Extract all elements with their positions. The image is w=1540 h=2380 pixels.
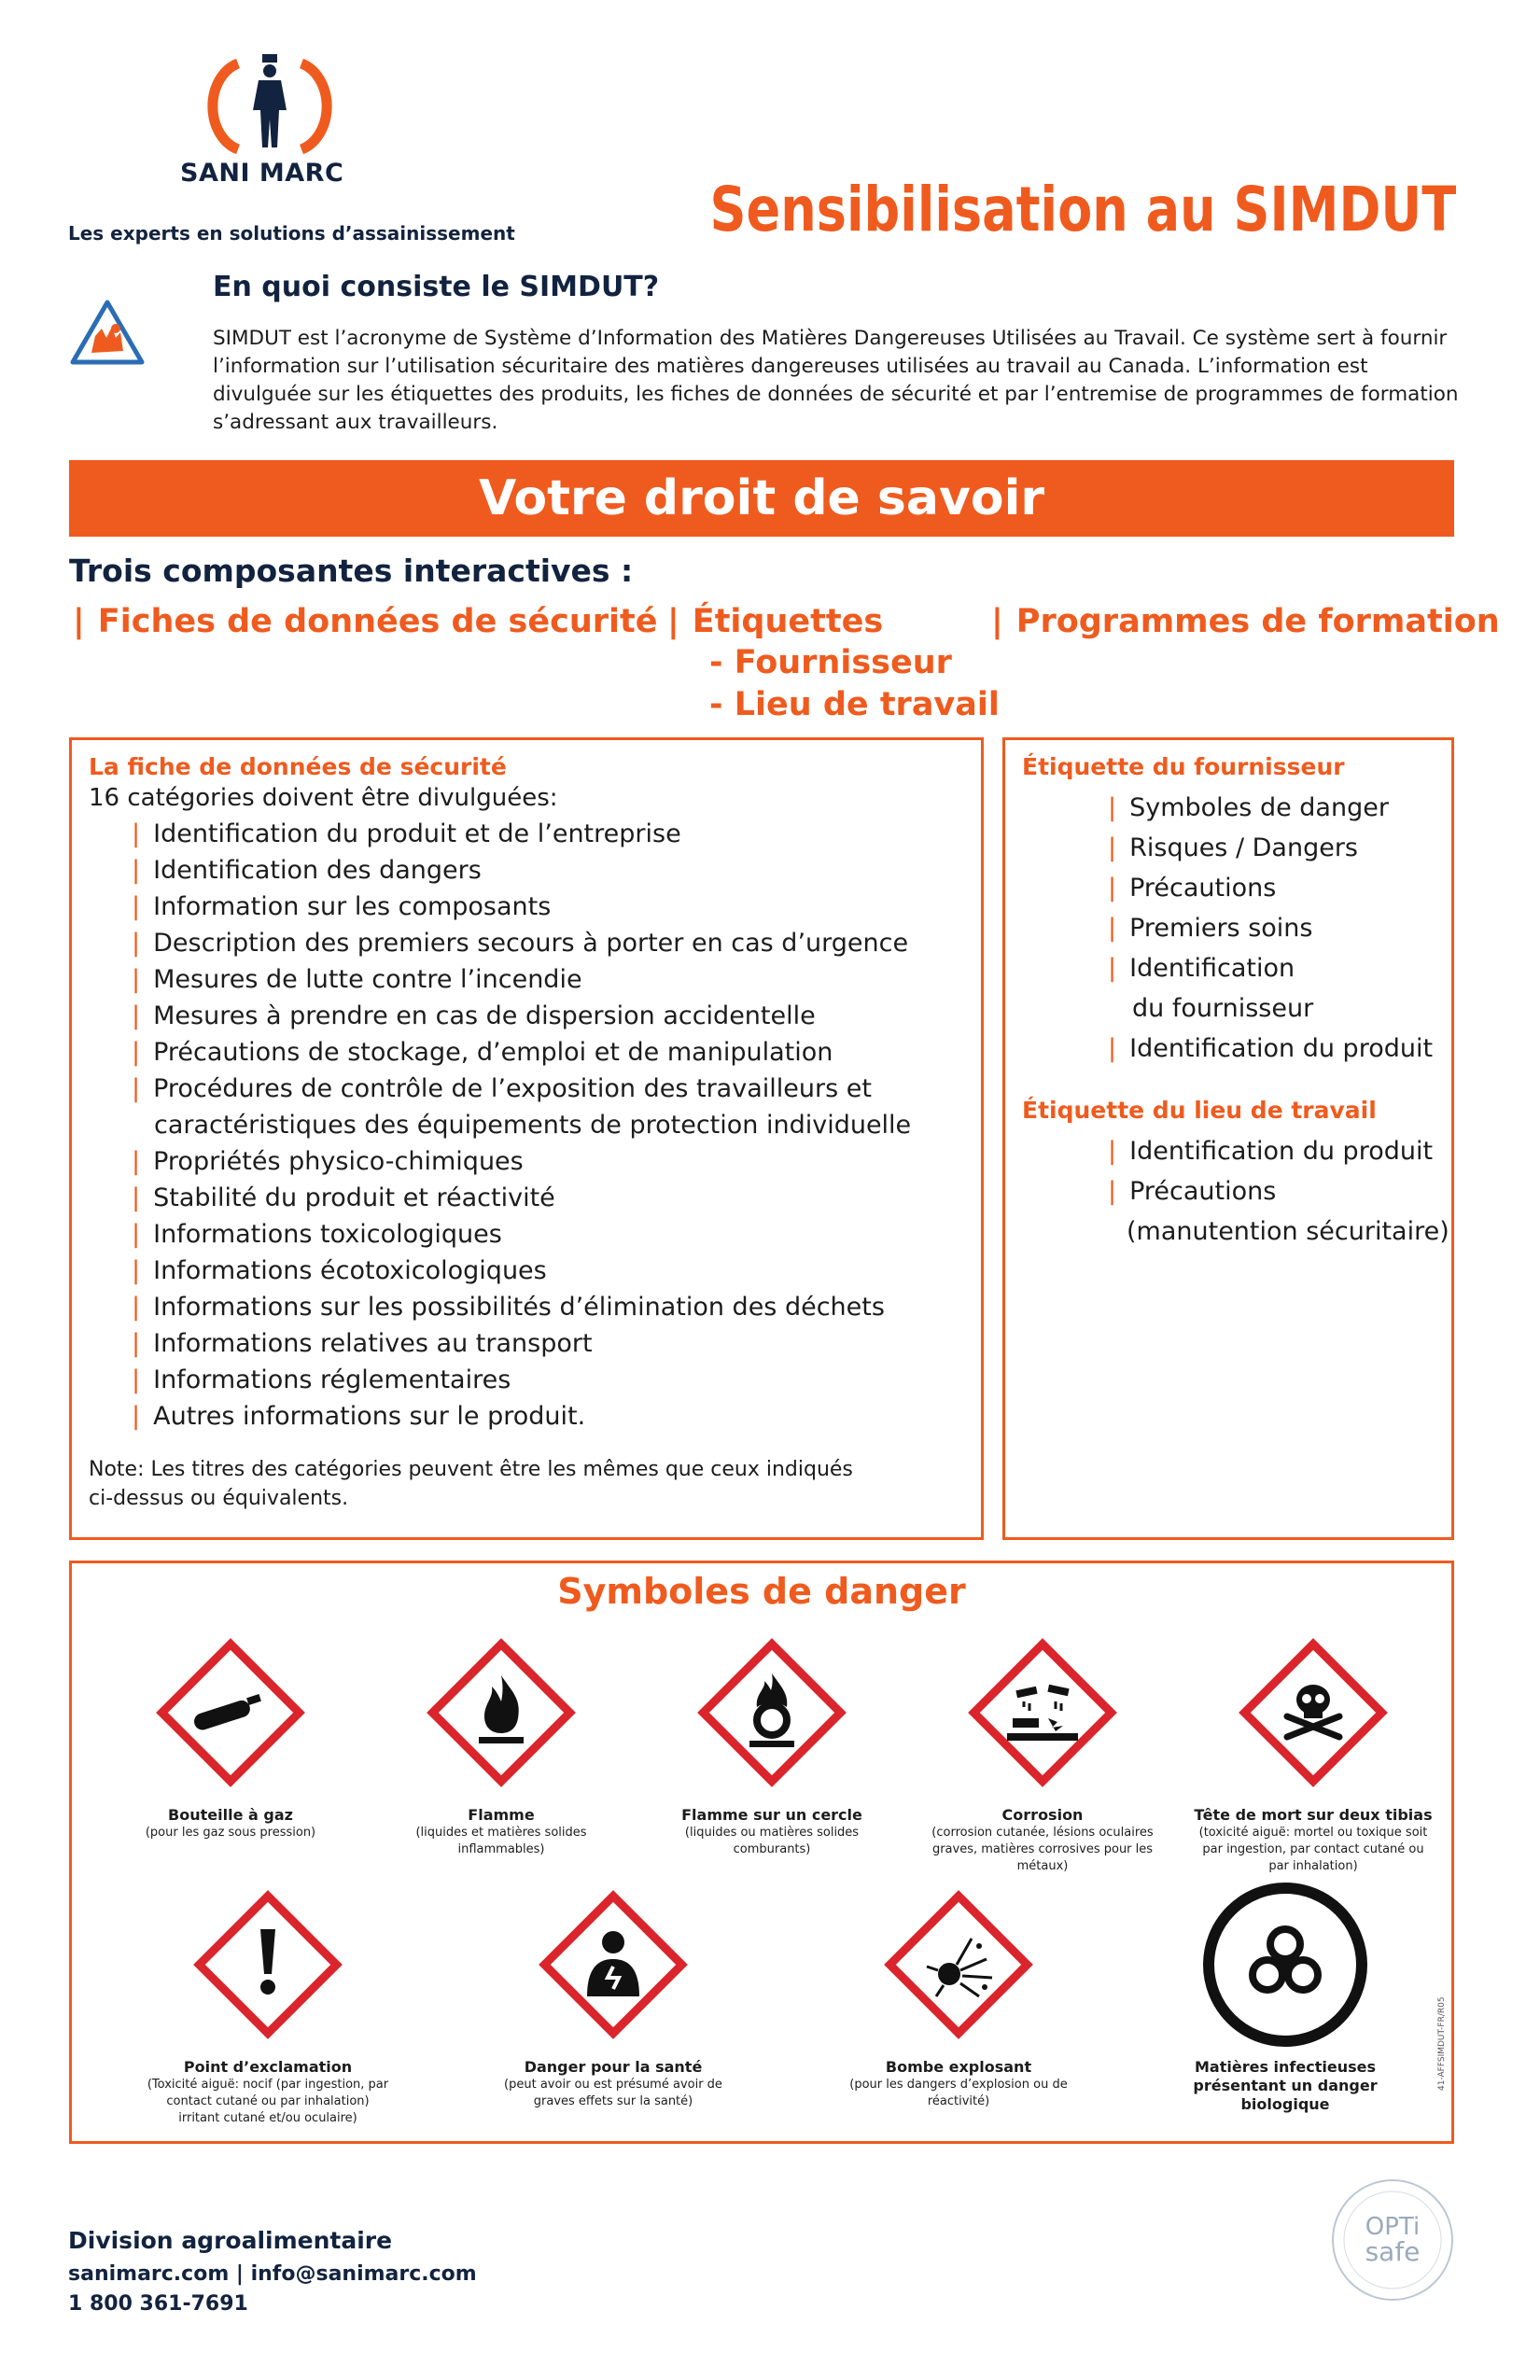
supplier-label-list (1108, 788, 1435, 1069)
exclamation-mark-icon (184, 1881, 352, 2049)
hazard-symbol-exclamation: Point d’exclamation (Toxicité aiguë: nocif (par ingestion, par contact cutané ou par inhalation) irritant cutané et/ou oculaire) (147, 1881, 389, 2127)
hazard-symbol-skull-crossbones: Tête de mort sur deux tibias (toxicité aiguë: mortel ou toxique soit par ingestion, par contact cutané ou par inhalation) (1192, 1629, 1435, 1875)
document-code: 41-AFFSIMDUT-FR/R05 (1437, 1996, 1447, 2091)
hazard-symbol-exploding-bomb: Bombe explosant (pour les dangers d’explosion ou de réactivité) (837, 1881, 1080, 2110)
banner-right-to-know: Votre droit de savoir (69, 460, 1454, 537)
list-item: | Identification du produit (1108, 1137, 1434, 1166)
skull-crossbones-icon (1229, 1629, 1397, 1797)
intro-heading: En quoi consiste le SIMDUT? (213, 271, 660, 303)
component-sds-label: Fiches de données de sécurité (97, 603, 658, 640)
corrosion-icon (959, 1629, 1127, 1797)
hazard-symbol-health: Danger pour la santé (peut avoir ou est présumé avoir de graves effets sur la santé) (492, 1881, 735, 2110)
intro-text: SIMDUT est l’acronyme de Système d’Information des Matières Dangereuses Utilisées au Travail. Ce système sert à fournir l’information sur l’utilisation sécuritaire des matières dangereuses utilisées au travail au Canada. L’information est divulguée sur les étiquettes des produits, les fiches de données de sécurité et par l’entremise de programmes de formation s’adressant aux travailleurs. (213, 327, 1459, 434)
components-heading: Trois composantes interactives : (69, 553, 634, 589)
list-item: | Risques / Dangers (1108, 833, 1358, 862)
list-item: | Informations toxicologiques (132, 1220, 502, 1249)
list-item: | Propriétés physico-chimiques (132, 1147, 524, 1176)
component-sds (73, 603, 657, 640)
list-item: | Identification du produit (1108, 1034, 1434, 1063)
component-labels-workplace: - Lieu de travail (709, 686, 1000, 723)
component-training-label: Programmes de formation (1015, 603, 1500, 640)
component-labels-supplier: - Fournisseur (709, 644, 952, 681)
component-labels-label: Étiquettes (692, 603, 884, 640)
flame-icon (417, 1629, 585, 1797)
list-item-continuation: caractéristiques des équipements de protection individuelle (154, 1111, 912, 1140)
biohazard-icon (1201, 1881, 1369, 2049)
optisafe-logo (1327, 2175, 1458, 2305)
list-item: | Identification du produit et de l’entreprise (132, 819, 681, 848)
list-item: | Identification des dangers (132, 856, 482, 885)
list-item: | Information sur les composants (132, 892, 552, 921)
footer-phone: 1 800 361-7691 (68, 2292, 248, 2316)
brand-name: SANI MARC (180, 159, 344, 188)
flame-over-circle-icon (688, 1629, 856, 1797)
list-item: | Procédures de contrôle de l’exposition des travailleurs et (132, 1074, 872, 1103)
list-item: | Identification (1108, 954, 1295, 983)
hazard-symbol-flame-over-circle: Flamme sur un cercle (liquides ou matières solides comburants) (651, 1629, 893, 1858)
brand-tagline: Les experts en solutions d’assainissement (68, 222, 515, 245)
footer-contact: sanimarc.com | info@sanimarc.com (68, 2262, 477, 2286)
separator-bar: | (73, 603, 85, 640)
separator-bar: | (667, 603, 679, 640)
list-item: | Informations réglementaires (132, 1365, 511, 1394)
list-item: | Précautions de stockage, d’emploi et de manipulation (132, 1038, 833, 1067)
page-title: Sensibilisation au SIMDUT (709, 174, 1456, 245)
component-training (991, 603, 1500, 640)
whmis-triangle-icon (69, 297, 146, 405)
sds-note: Note: Les titres des catégories peuvent être les mêmes que ceux indiqués ci-dessus ou équivalents. (89, 1458, 853, 1510)
list-item: | Symboles de danger (1108, 793, 1389, 822)
exploding-bomb-icon (875, 1881, 1043, 2049)
list-item: | Informations écotoxicologiques (132, 1256, 547, 1285)
workplace-label-list (1108, 1131, 1449, 1252)
separator-bar: | (991, 603, 1003, 640)
health-hazard-icon (529, 1881, 697, 2049)
hazard-symbol-flame: Flamme (liquides et matières solides inflammables) (380, 1629, 623, 1858)
svg-text:OPTi: OPTi (1365, 2213, 1421, 2241)
sds-box (69, 737, 984, 1540)
hazard-symbols-box (69, 1561, 1454, 2144)
list-item: | Précautions (1108, 874, 1277, 903)
sds-box-intro: 16 catégories doivent être divulguées: (89, 784, 558, 812)
footer-division: Division agroalimentaire (68, 2227, 393, 2254)
list-item-continuation: du fournisseur (1132, 994, 1314, 1023)
list-item: | Informations sur les possibilités d’élimination des déchets (132, 1293, 885, 1322)
supplier-label-title: Étiquette du fournisseur (1022, 753, 1345, 780)
list-item: | Stabilité du produit et réactivité (132, 1183, 555, 1212)
hazard-symbol-biohazard: Matières infectieuses présentant un danger biologique (1164, 1881, 1407, 2114)
list-item: | Mesures à prendre en cas de dispersion accidentelle (132, 1001, 816, 1030)
component-labels (667, 603, 883, 640)
list-item: | Description des premiers secours à porter en cas d’urgence (132, 929, 909, 958)
hazard-symbol-corrosion: Corrosion (corrosion cutanée, lésions oculaires graves, matières corrosives pour les métaux) (921, 1629, 1164, 1875)
list-item: | Mesures de lutte contre l’incendie (132, 965, 582, 994)
gas-cylinder-icon (147, 1629, 315, 1797)
hazard-symbols-title: Symboles de danger (557, 1571, 966, 1612)
list-item: | Précautions (1108, 1177, 1277, 1206)
sds-box-title: La fiche de données de sécurité (89, 753, 507, 780)
workplace-label-title: Étiquette du lieu de travail (1022, 1097, 1377, 1124)
sds-category-list (132, 816, 964, 1435)
list-item-continuation: (manutention sécuritaire) (1127, 1217, 1449, 1246)
list-item: | Informations relatives au transport (132, 1329, 593, 1358)
list-item: | Autres informations sur le produit. (132, 1402, 586, 1431)
labels-box (1002, 737, 1454, 1540)
svg-text:safe: safe (1365, 2236, 1421, 2267)
hazard-symbol-gas-cylinder: Bouteille à gaz (pour les gaz sous pression) (109, 1629, 352, 1841)
list-item: | Premiers soins (1108, 914, 1313, 943)
